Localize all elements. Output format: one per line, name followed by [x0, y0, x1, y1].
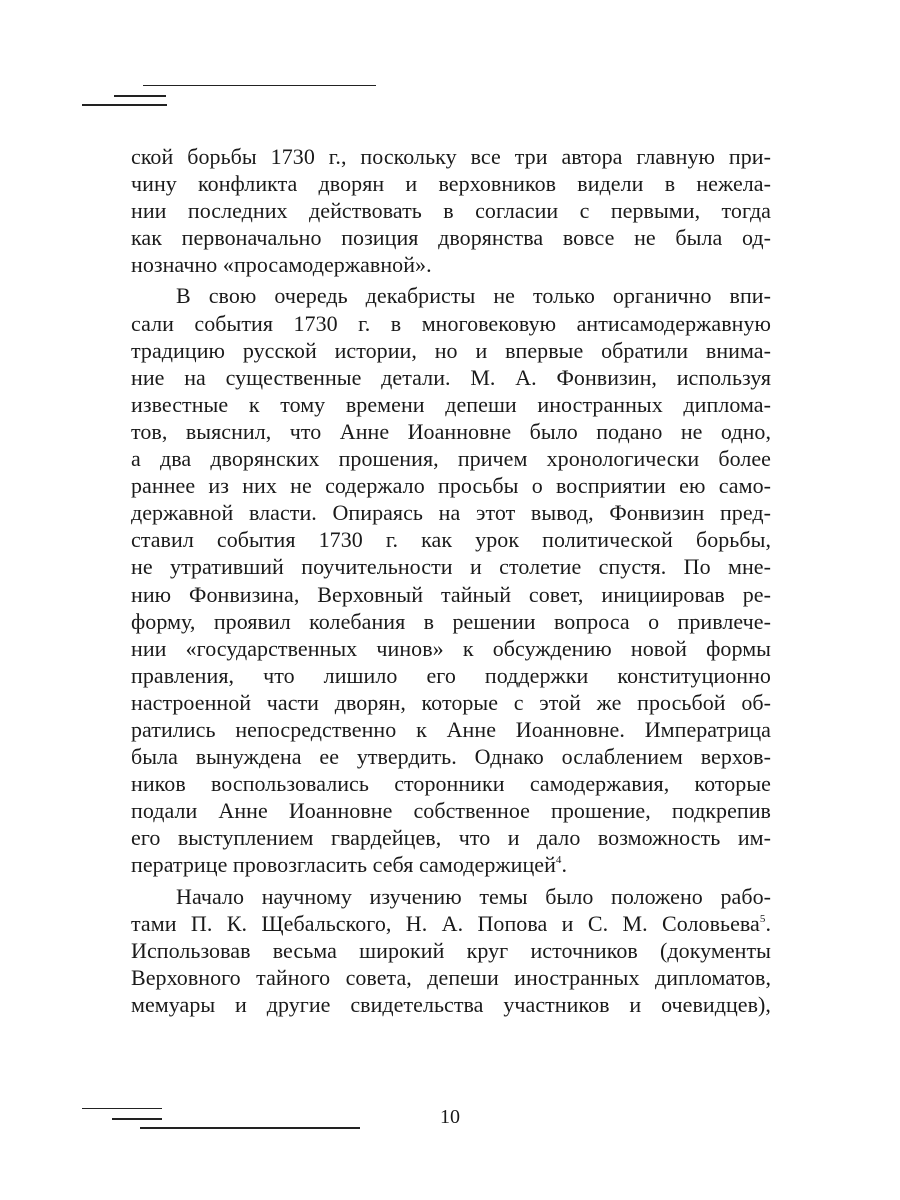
footnote-marker[interactable]: 5: [759, 912, 766, 925]
header-rule-short: [114, 95, 166, 97]
text-line: тов, выяснил, что Анне Иоанновне было подано не одно,: [131, 418, 771, 444]
text-line: В свою очередь декабристы не только органично впи-: [176, 283, 771, 309]
text-line: мемуары и другие свидетельства участников и очевидцев),: [131, 991, 771, 1017]
text-line: чину конфликта дворян и верховников видели в нежела-: [131, 171, 771, 197]
text-line: ников воспользовались сторонники самодержавия, которые: [131, 771, 771, 797]
text-line: подали Анне Иоанновне собственное прошение, подкрепив: [131, 798, 771, 824]
text-line: нии последних действовать в согласии с первыми, тогда: [131, 198, 771, 224]
text-line: нозначно «просамодержавной».: [131, 252, 432, 278]
body-text: [131, 143, 771, 1018]
footnote-marker[interactable]: 4: [555, 854, 562, 867]
text-line: Верховного тайного совета, депеши иностранных дипломатов,: [131, 964, 771, 990]
text-line: форму, проявил колебания в решении вопроса о привлече-: [131, 608, 771, 634]
line-text: ператрице провозгласить себя самодержицей: [131, 852, 556, 878]
text-line: [131, 851, 771, 878]
line-text: тами П. К. Щебальского, Н. А. Попова и С. М. Соловьева: [131, 910, 760, 936]
header-rule-top: [143, 85, 376, 86]
page-number: 10: [440, 1106, 460, 1128]
text-line: была вынуждена ее утвердить. Однако ослаблением верхов-: [131, 744, 771, 770]
text-line: державной власти. Опираясь на этот вывод, Фонвизин пред-: [131, 500, 771, 526]
text-line: настроенной части дворян, которые с этой же просьбой об-: [131, 689, 771, 715]
text-line: не утративший поучительности и столетие спустя. По мне-: [131, 554, 771, 580]
text-line: его выступлением гвардейцев, что и дало возможность им-: [131, 825, 771, 851]
text-line: ставил события 1730 г. как урок политической борьбы,: [131, 527, 771, 553]
text-line: ской борьбы 1730 г., поскольку все три автора главную при-: [131, 144, 771, 169]
paragraph: [131, 883, 771, 1018]
text-line: ние на существенные детали. М. А. Фонвизин, используя: [131, 364, 771, 390]
line-punctuation: .: [561, 852, 568, 878]
text-line: раннее из них не содержало просьбы о восприятии ею само-: [131, 473, 771, 499]
text-line: правления, что лишило его поддержки конституционно: [131, 662, 771, 688]
paragraph: [131, 282, 771, 878]
text-line: традицию русской истории, но и впервые обратили внима-: [131, 337, 771, 363]
paragraph: [131, 143, 771, 278]
text-line: Начало научному изучению темы было положено рабо-: [176, 883, 771, 909]
text-line: известные к тому времени депеши иностранных диплома-: [131, 391, 771, 417]
text-line: а два дворянских прошения, причем хронологически более: [131, 446, 771, 472]
text-line: нии «государственных чинов» к обсуждению новой формы: [131, 635, 771, 661]
line-punctuation: .: [765, 910, 771, 936]
header-rule-bottom: [82, 104, 167, 106]
text-line: сали события 1730 г. в многовековую антисамодержавную: [131, 310, 771, 336]
text-line: Использовав весьма широкий круг источников (документы: [131, 937, 771, 963]
text-line: [131, 910, 771, 937]
text-line: ратились непосредственно к Анне Иоанновне. Императрица: [131, 716, 771, 742]
text-line: нию Фонвизина, Верховный тайный совет, инициировав ре-: [131, 581, 771, 607]
text-line: как первоначально позиция дворянства вовсе не была од-: [131, 225, 771, 251]
